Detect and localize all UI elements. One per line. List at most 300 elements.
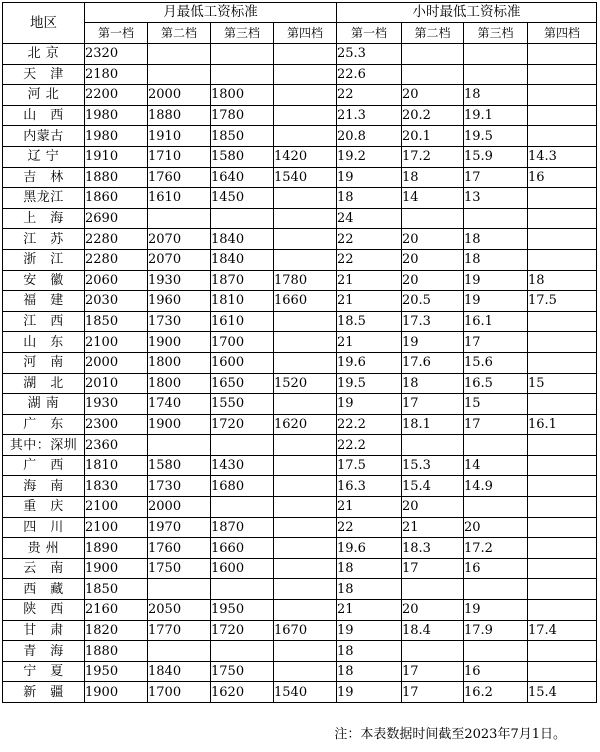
hourly-tier-2-cell: 21 (402, 517, 464, 538)
monthly-tier-2-header: 第二档 (148, 23, 211, 44)
hourly-tier-2-cell: 17.3 (402, 311, 464, 332)
region-cell: 青 海 (3, 641, 85, 662)
hourly-tier-1-cell: 16.3 (337, 476, 402, 497)
monthly-tier-4-cell (274, 44, 337, 65)
monthly-tier-3-cell (211, 497, 274, 518)
hourly-tier-4-cell (528, 497, 597, 518)
table-row (3, 373, 597, 394)
hourly-tier-1-cell: 21 (337, 291, 402, 312)
monthly-tier-4-cell (274, 352, 337, 373)
hourly-tier-4-cell (528, 249, 597, 270)
region-cell: 其中：深圳 (3, 435, 85, 456)
monthly-tier-1-cell: 1860 (85, 188, 148, 209)
region-cell: 天 津 (3, 64, 85, 85)
region-cell: 新 疆 (3, 682, 85, 703)
hourly-tier-3-cell: 17.9 (464, 620, 528, 641)
monthly-tier-2-cell: 1580 (148, 455, 211, 476)
hourly-tier-3-cell: 18 (464, 249, 528, 270)
monthly-header: 月最低工资标准 (85, 3, 337, 23)
table-row (3, 600, 597, 621)
monthly-tier-3-cell: 1720 (211, 620, 274, 641)
hourly-tier-3-cell: 14 (464, 455, 528, 476)
monthly-tier-1-cell: 2280 (85, 249, 148, 270)
hourly-tier-4-cell: 18 (528, 270, 597, 291)
hourly-tier-3-header: 第三档 (464, 23, 528, 44)
monthly-tier-2-cell: 1710 (148, 146, 211, 167)
hourly-tier-3-cell (464, 579, 528, 600)
hourly-tier-3-cell: 17 (464, 332, 528, 353)
hourly-tier-3-cell: 20 (464, 517, 528, 538)
hourly-tier-2-cell: 18.4 (402, 620, 464, 641)
table-row (3, 85, 597, 106)
monthly-tier-3-cell (211, 641, 274, 662)
monthly-tier-2-cell (148, 64, 211, 85)
hourly-tier-3-cell: 16.2 (464, 682, 528, 703)
monthly-tier-3-cell: 1680 (211, 476, 274, 497)
monthly-tier-2-cell: 1910 (148, 126, 211, 147)
hourly-tier-3-cell: 16 (464, 661, 528, 682)
monthly-tier-3-cell: 1430 (211, 455, 274, 476)
hourly-tier-4-cell (528, 641, 597, 662)
hourly-tier-3-cell (464, 44, 528, 65)
monthly-tier-4-cell (274, 476, 337, 497)
monthly-tier-3-cell: 1700 (211, 332, 274, 353)
table-row (3, 682, 597, 703)
hourly-tier-4-cell (528, 44, 597, 65)
hourly-tier-1-cell: 21 (337, 497, 402, 518)
hourly-tier-1-cell: 19.6 (337, 538, 402, 559)
table-row (3, 229, 597, 250)
hourly-tier-2-cell: 18.3 (402, 538, 464, 559)
region-cell: 西 藏 (3, 579, 85, 600)
hourly-tier-1-cell: 21 (337, 270, 402, 291)
hourly-tier-4-cell (528, 64, 597, 85)
monthly-tier-4-cell (274, 85, 337, 106)
region-cell: 山 东 (3, 332, 85, 353)
monthly-tier-4-cell: 1780 (274, 270, 337, 291)
table-row (3, 64, 597, 85)
hourly-tier-1-cell: 22 (337, 517, 402, 538)
hourly-tier-1-cell: 19.5 (337, 373, 402, 394)
hourly-tier-4-cell: 16 (528, 167, 597, 188)
group-header-row (3, 3, 597, 23)
monthly-tier-3-cell: 1780 (211, 105, 274, 126)
monthly-tier-1-cell: 1980 (85, 126, 148, 147)
hourly-tier-3-cell (464, 641, 528, 662)
monthly-tier-4-cell: 1670 (274, 620, 337, 641)
hourly-tier-4-cell (528, 188, 597, 209)
hourly-tier-1-cell: 18 (337, 661, 402, 682)
region-cell: 浙 江 (3, 249, 85, 270)
region-cell: 宁 夏 (3, 661, 85, 682)
monthly-tier-1-cell: 2010 (85, 373, 148, 394)
monthly-tier-1-cell: 2300 (85, 414, 148, 435)
region-cell: 安 徽 (3, 270, 85, 291)
hourly-tier-1-cell: 24 (337, 208, 402, 229)
region-cell: 福 建 (3, 291, 85, 312)
monthly-tier-3-cell: 1580 (211, 146, 274, 167)
hourly-tier-4-cell (528, 600, 597, 621)
monthly-tier-1-cell: 2100 (85, 497, 148, 518)
hourly-tier-4-header: 第四档 (528, 23, 597, 44)
table-row (3, 311, 597, 332)
hourly-tier-2-cell: 20 (402, 229, 464, 250)
monthly-tier-2-cell: 1610 (148, 188, 211, 209)
hourly-tier-4-cell (528, 538, 597, 559)
monthly-tier-1-cell: 1830 (85, 476, 148, 497)
hourly-tier-4-cell: 15 (528, 373, 597, 394)
region-cell: 重 庆 (3, 497, 85, 518)
hourly-tier-1-cell: 22 (337, 249, 402, 270)
monthly-tier-3-header: 第三档 (211, 23, 274, 44)
hourly-tier-4-cell (528, 85, 597, 106)
monthly-tier-1-cell: 1850 (85, 311, 148, 332)
hourly-tier-3-cell: 16.1 (464, 311, 528, 332)
minimum-wage-table (2, 2, 597, 703)
region-cell: 四 川 (3, 517, 85, 538)
monthly-tier-3-cell (211, 579, 274, 600)
region-cell: 陕 西 (3, 600, 85, 621)
table-row (3, 558, 597, 579)
monthly-tier-2-cell: 1700 (148, 682, 211, 703)
monthly-tier-1-cell: 2280 (85, 229, 148, 250)
monthly-tier-4-cell (274, 455, 337, 476)
hourly-tier-1-cell: 22.6 (337, 64, 402, 85)
hourly-tier-2-cell: 15.3 (402, 455, 464, 476)
hourly-tier-4-cell (528, 208, 597, 229)
table-row (3, 476, 597, 497)
monthly-tier-3-cell: 1840 (211, 249, 274, 270)
hourly-tier-1-cell: 17.5 (337, 455, 402, 476)
table-row (3, 414, 597, 435)
hourly-tier-2-cell (402, 64, 464, 85)
region-cell: 海 南 (3, 476, 85, 497)
monthly-tier-2-cell: 1770 (148, 620, 211, 641)
region-header: 地区 (3, 3, 85, 44)
table-row (3, 394, 597, 415)
monthly-tier-1-cell: 1880 (85, 641, 148, 662)
hourly-tier-3-cell (464, 64, 528, 85)
hourly-tier-1-cell: 19 (337, 394, 402, 415)
table-row (3, 291, 597, 312)
hourly-tier-2-cell: 17.6 (402, 352, 464, 373)
region-cell: 河 北 (3, 85, 85, 106)
monthly-tier-4-cell (274, 517, 337, 538)
hourly-tier-1-cell: 21 (337, 600, 402, 621)
monthly-tier-3-cell: 1550 (211, 394, 274, 415)
monthly-tier-2-cell: 2050 (148, 600, 211, 621)
monthly-tier-4-cell: 1540 (274, 682, 337, 703)
hourly-header: 小时最低工资标准 (337, 3, 597, 23)
table-row (3, 270, 597, 291)
monthly-tier-4-cell (274, 579, 337, 600)
monthly-tier-1-cell: 1900 (85, 558, 148, 579)
hourly-tier-4-cell (528, 352, 597, 373)
hourly-tier-2-cell: 20 (402, 85, 464, 106)
hourly-tier-2-cell (402, 641, 464, 662)
hourly-tier-4-cell (528, 229, 597, 250)
hourly-tier-3-cell: 15 (464, 394, 528, 415)
table-row (3, 332, 597, 353)
monthly-tier-1-header: 第一档 (85, 23, 148, 44)
hourly-tier-2-cell: 19 (402, 332, 464, 353)
hourly-tier-4-cell (528, 476, 597, 497)
monthly-tier-3-cell: 1600 (211, 352, 274, 373)
hourly-tier-1-cell: 18 (337, 579, 402, 600)
hourly-tier-2-cell: 17 (402, 558, 464, 579)
monthly-tier-4-cell (274, 64, 337, 85)
hourly-tier-4-cell (528, 517, 597, 538)
table-row (3, 126, 597, 147)
region-cell: 湖 南 (3, 394, 85, 415)
monthly-tier-2-cell: 2070 (148, 229, 211, 250)
table-row (3, 435, 597, 456)
hourly-tier-1-cell: 19.2 (337, 146, 402, 167)
monthly-tier-3-cell: 1600 (211, 558, 274, 579)
hourly-tier-3-cell (464, 435, 528, 456)
hourly-tier-1-cell: 19 (337, 167, 402, 188)
monthly-tier-3-cell (211, 435, 274, 456)
monthly-tier-4-cell (274, 641, 337, 662)
table-row (3, 497, 597, 518)
hourly-tier-1-cell: 18 (337, 188, 402, 209)
hourly-tier-1-header: 第一档 (337, 23, 402, 44)
hourly-tier-4-cell: 14.3 (528, 146, 597, 167)
hourly-tier-2-cell (402, 44, 464, 65)
monthly-tier-3-cell: 1840 (211, 229, 274, 250)
hourly-tier-4-cell: 15.4 (528, 682, 597, 703)
monthly-tier-1-cell: 1950 (85, 661, 148, 682)
monthly-tier-1-cell: 1880 (85, 167, 148, 188)
monthly-tier-2-cell: 1740 (148, 394, 211, 415)
hourly-tier-3-cell: 15.6 (464, 352, 528, 373)
table-row (3, 188, 597, 209)
monthly-tier-3-cell (211, 64, 274, 85)
monthly-tier-1-cell: 1890 (85, 538, 148, 559)
region-cell: 湖 北 (3, 373, 85, 394)
monthly-tier-2-cell: 2000 (148, 85, 211, 106)
region-cell: 贵 州 (3, 538, 85, 559)
monthly-tier-1-cell: 1820 (85, 620, 148, 641)
hourly-tier-1-cell: 22 (337, 85, 402, 106)
hourly-tier-3-cell: 17 (464, 167, 528, 188)
monthly-tier-4-cell (274, 332, 337, 353)
monthly-tier-1-cell: 1930 (85, 394, 148, 415)
monthly-tier-4-cell (274, 126, 337, 147)
hourly-tier-2-cell: 20.5 (402, 291, 464, 312)
hourly-tier-3-cell: 18 (464, 229, 528, 250)
hourly-tier-4-cell (528, 558, 597, 579)
hourly-tier-3-cell (464, 208, 528, 229)
monthly-tier-4-cell: 1420 (274, 146, 337, 167)
monthly-tier-3-cell: 1610 (211, 311, 274, 332)
monthly-tier-2-cell: 1900 (148, 414, 211, 435)
hourly-tier-3-cell: 19.5 (464, 126, 528, 147)
monthly-tier-3-cell (211, 208, 274, 229)
monthly-tier-4-cell: 1620 (274, 414, 337, 435)
footnote: 注：本表数据时间截至2023年7月1日。 (334, 727, 566, 742)
hourly-tier-1-cell: 21 (337, 332, 402, 353)
hourly-tier-4-cell (528, 435, 597, 456)
hourly-tier-1-cell: 21.3 (337, 105, 402, 126)
hourly-tier-2-header: 第二档 (402, 23, 464, 44)
hourly-tier-4-cell (528, 394, 597, 415)
region-cell: 辽 宁 (3, 146, 85, 167)
region-cell: 北 京 (3, 44, 85, 65)
monthly-tier-2-cell: 1800 (148, 352, 211, 373)
hourly-tier-2-cell: 20 (402, 600, 464, 621)
region-cell: 广 西 (3, 455, 85, 476)
monthly-tier-2-cell: 1800 (148, 373, 211, 394)
monthly-tier-2-cell (148, 44, 211, 65)
hourly-tier-4-cell: 16.1 (528, 414, 597, 435)
table-row (3, 146, 597, 167)
hourly-tier-1-cell: 19.6 (337, 352, 402, 373)
monthly-tier-3-cell: 1620 (211, 682, 274, 703)
hourly-tier-4-cell (528, 579, 597, 600)
monthly-tier-2-cell: 1930 (148, 270, 211, 291)
region-cell: 广 东 (3, 414, 85, 435)
monthly-tier-4-cell (274, 558, 337, 579)
monthly-tier-4-cell (274, 249, 337, 270)
monthly-tier-2-cell (148, 579, 211, 600)
monthly-tier-4-cell: 1660 (274, 291, 337, 312)
hourly-tier-4-cell (528, 661, 597, 682)
hourly-tier-1-cell: 19 (337, 682, 402, 703)
hourly-tier-3-cell: 18 (464, 85, 528, 106)
monthly-tier-2-cell (148, 208, 211, 229)
monthly-tier-3-cell: 1660 (211, 538, 274, 559)
monthly-tier-1-cell: 1900 (85, 682, 148, 703)
monthly-tier-2-cell: 1730 (148, 476, 211, 497)
hourly-tier-2-cell (402, 208, 464, 229)
monthly-tier-4-cell (274, 208, 337, 229)
hourly-tier-2-cell (402, 435, 464, 456)
hourly-tier-3-cell: 16.5 (464, 373, 528, 394)
hourly-tier-3-cell: 14.9 (464, 476, 528, 497)
hourly-tier-4-cell: 17.4 (528, 620, 597, 641)
hourly-tier-2-cell: 17 (402, 394, 464, 415)
monthly-tier-1-cell: 2180 (85, 64, 148, 85)
monthly-tier-3-cell: 1870 (211, 270, 274, 291)
monthly-tier-1-cell: 2320 (85, 44, 148, 65)
table-row (3, 44, 597, 65)
monthly-tier-4-cell: 1520 (274, 373, 337, 394)
monthly-tier-3-cell (211, 44, 274, 65)
table-row (3, 517, 597, 538)
monthly-tier-1-cell: 2100 (85, 517, 148, 538)
hourly-tier-2-cell (402, 579, 464, 600)
table-row (3, 352, 597, 373)
region-cell: 山 西 (3, 105, 85, 126)
table-row (3, 249, 597, 270)
monthly-tier-3-cell: 1800 (211, 85, 274, 106)
table-row (3, 579, 597, 600)
monthly-tier-3-cell: 1750 (211, 661, 274, 682)
region-cell: 江 苏 (3, 229, 85, 250)
monthly-tier-1-cell: 2360 (85, 435, 148, 456)
monthly-tier-2-cell: 1750 (148, 558, 211, 579)
monthly-tier-1-cell: 1910 (85, 146, 148, 167)
region-cell: 吉 林 (3, 167, 85, 188)
region-cell: 江 西 (3, 311, 85, 332)
hourly-tier-4-cell (528, 311, 597, 332)
hourly-tier-3-cell: 13 (464, 188, 528, 209)
monthly-tier-1-cell: 2690 (85, 208, 148, 229)
hourly-tier-2-cell: 15.4 (402, 476, 464, 497)
monthly-tier-4-cell (274, 229, 337, 250)
region-cell: 云 南 (3, 558, 85, 579)
monthly-tier-4-cell (274, 600, 337, 621)
monthly-tier-3-cell: 1720 (211, 414, 274, 435)
region-cell: 上 海 (3, 208, 85, 229)
table-row (3, 641, 597, 662)
hourly-tier-2-cell: 20.2 (402, 105, 464, 126)
monthly-tier-1-cell: 2200 (85, 85, 148, 106)
hourly-tier-4-cell: 17.5 (528, 291, 597, 312)
monthly-tier-2-cell: 1840 (148, 661, 211, 682)
hourly-tier-2-cell: 20.1 (402, 126, 464, 147)
hourly-tier-3-cell: 19 (464, 600, 528, 621)
monthly-tier-2-cell (148, 435, 211, 456)
hourly-tier-1-cell: 18 (337, 641, 402, 662)
monthly-tier-2-cell: 1960 (148, 291, 211, 312)
monthly-tier-4-cell (274, 435, 337, 456)
region-cell: 内蒙古 (3, 126, 85, 147)
monthly-tier-4-header: 第四档 (274, 23, 337, 44)
monthly-tier-2-cell: 2070 (148, 249, 211, 270)
monthly-tier-4-cell (274, 497, 337, 518)
hourly-tier-2-cell: 18 (402, 167, 464, 188)
monthly-tier-2-cell: 1900 (148, 332, 211, 353)
hourly-tier-4-cell (528, 332, 597, 353)
hourly-tier-1-cell: 18.5 (337, 311, 402, 332)
hourly-tier-3-cell: 19 (464, 270, 528, 291)
monthly-tier-4-cell (274, 661, 337, 682)
monthly-tier-3-cell: 1950 (211, 600, 274, 621)
region-cell: 河 南 (3, 352, 85, 373)
hourly-tier-1-cell: 18 (337, 558, 402, 579)
table-row (3, 661, 597, 682)
monthly-tier-2-cell (148, 641, 211, 662)
monthly-tier-4-cell (274, 394, 337, 415)
hourly-tier-3-cell: 19.1 (464, 105, 528, 126)
tier-header-row (3, 23, 597, 44)
hourly-tier-3-cell: 15.9 (464, 146, 528, 167)
hourly-tier-1-cell: 19 (337, 620, 402, 641)
monthly-tier-2-cell: 1880 (148, 105, 211, 126)
hourly-tier-1-cell: 20.8 (337, 126, 402, 147)
hourly-tier-1-cell: 22.2 (337, 435, 402, 456)
monthly-tier-1-cell: 1810 (85, 455, 148, 476)
hourly-tier-1-cell: 25.3 (337, 44, 402, 65)
hourly-tier-1-cell: 22 (337, 229, 402, 250)
monthly-tier-1-cell: 2160 (85, 600, 148, 621)
hourly-tier-4-cell (528, 455, 597, 476)
hourly-tier-2-cell: 17 (402, 682, 464, 703)
monthly-tier-4-cell (274, 538, 337, 559)
monthly-tier-4-cell (274, 105, 337, 126)
hourly-tier-4-cell (528, 105, 597, 126)
monthly-tier-4-cell: 1540 (274, 167, 337, 188)
hourly-tier-2-cell: 17.2 (402, 146, 464, 167)
hourly-tier-2-cell: 20 (402, 497, 464, 518)
hourly-tier-1-cell: 22.2 (337, 414, 402, 435)
hourly-tier-3-cell: 17.2 (464, 538, 528, 559)
table-row (3, 620, 597, 641)
monthly-tier-3-cell: 1450 (211, 188, 274, 209)
monthly-tier-1-cell: 2000 (85, 352, 148, 373)
